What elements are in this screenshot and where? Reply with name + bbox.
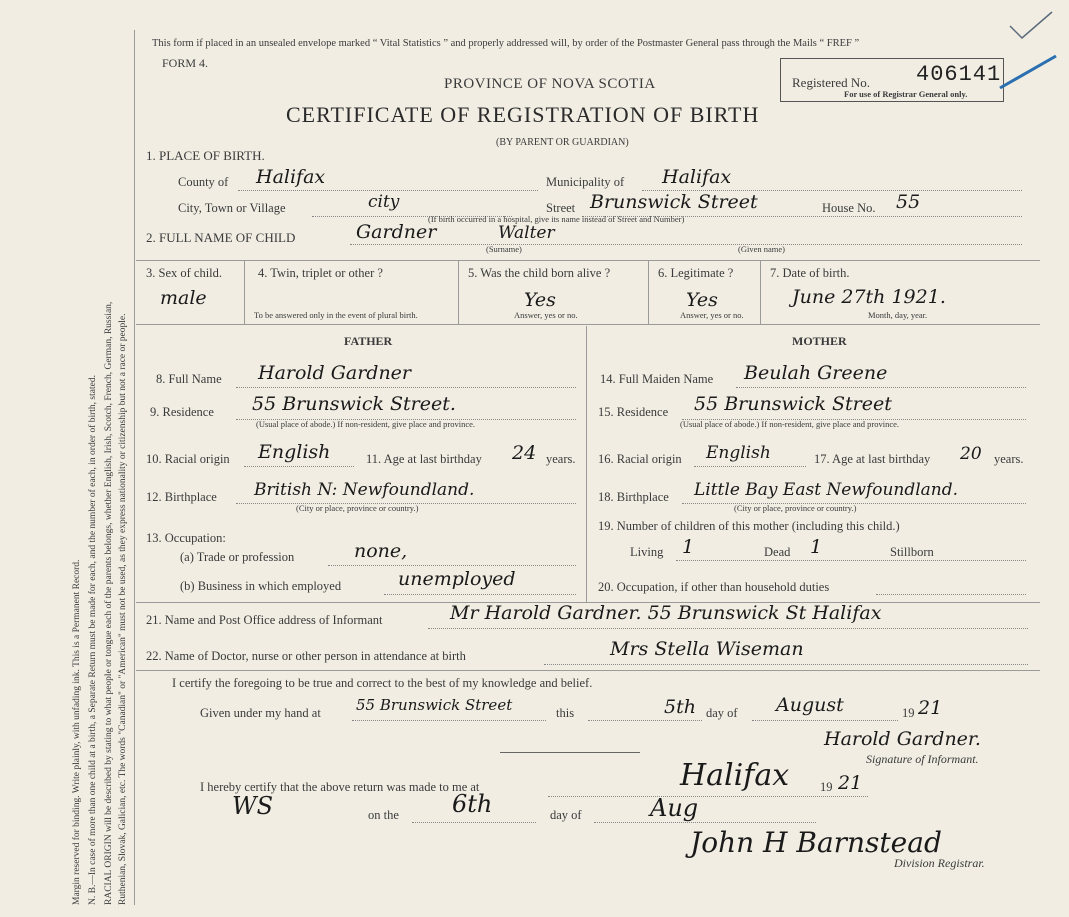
county-label: County of	[178, 175, 229, 189]
trade-value: none,	[354, 540, 408, 562]
surname-note: (Surname)	[486, 244, 522, 254]
alive-label: 5. Was the child born alive ?	[468, 266, 611, 280]
certify-month: August	[776, 694, 844, 716]
legitimate-label: 6. Legitimate ?	[658, 266, 734, 280]
given-name-note: (Given name)	[738, 244, 785, 254]
registrar-day-of: day of	[550, 808, 582, 822]
business-label: (b) Business in which employed	[180, 579, 342, 593]
certify-statement: I certify the foregoing to be true and correct to the best of my knowledge and belief.	[172, 676, 593, 690]
registrar-place: Halifax	[680, 758, 790, 793]
center-divider	[586, 326, 587, 602]
father-age: 24	[512, 442, 537, 464]
doctor-label: 22. Name of Doctor, nurse or other person in attendance at birth	[146, 649, 466, 663]
father-birthplace-label: 12. Birthplace	[146, 490, 217, 504]
father-name: Harold Gardner	[258, 362, 412, 384]
mother-racial-label: 16. Racial origin	[598, 452, 682, 466]
certificate-subtitle: (BY PARENT OR GUARDIAN)	[496, 137, 629, 148]
registrar-on-the: on the	[368, 808, 399, 822]
dob-label: 7. Date of birth.	[770, 266, 850, 280]
alive-note: Answer, yes or no.	[514, 310, 578, 320]
registered-number: 406141	[916, 62, 1002, 87]
mother-residence-note: (Usual place of abode.) If non-resident, give place and province.	[680, 419, 900, 429]
father-birthplace: British N: Newfoundland.	[254, 480, 475, 500]
city-value: city	[368, 192, 400, 212]
row3-top-border	[136, 260, 1040, 261]
city-label: City, Town or Village	[178, 201, 286, 215]
legitimate-value: Yes	[686, 289, 718, 311]
registrar-label: Division Registrar.	[894, 856, 985, 870]
registrar-statement: I hereby certify that the above return was made to me at	[200, 780, 480, 794]
hospital-note: (If birth occurred in a hospital, give its name instead of Street and Number)	[428, 214, 685, 224]
trade-label: (a) Trade or profession	[180, 550, 295, 564]
form-left-border	[134, 30, 135, 905]
mother-occupation-label: 20. Occupation, if other than household duties	[598, 580, 830, 594]
living-value: 1	[682, 536, 695, 558]
registrar-year-suffix: 21	[838, 772, 863, 794]
certify-day: 5th	[664, 696, 696, 718]
certificate-title: CERTIFICATE OF REGISTRATION OF BIRTH	[286, 102, 760, 127]
dead-value: 1	[810, 536, 823, 558]
margin-note-1: Margin reserved for binding. Write plainly, with unfading ink. This is a Permanent Record.	[72, 559, 82, 905]
row3-bottom-border	[136, 324, 1040, 325]
informant-signature-label: Signature of Informant.	[866, 752, 979, 766]
legitimate-note: Answer, yes or no.	[680, 310, 744, 320]
house-value: 55	[896, 191, 921, 213]
father-racial-label: 10. Racial origin	[146, 452, 230, 466]
county-value: Halifax	[256, 166, 326, 188]
given-place: 55 Brunswick Street	[356, 696, 513, 714]
province-heading: PROVINCE OF NOVA SCOTIA	[444, 76, 656, 92]
sex-label: 3. Sex of child.	[146, 266, 223, 280]
informant-value: Mr Harold Gardner. 55 Brunswick St Halifax	[450, 602, 882, 624]
certify-this: this	[556, 706, 575, 720]
informant-label: 21. Name and Post Office address of Informant	[146, 613, 383, 627]
dead-label: Dead	[764, 545, 791, 559]
father-birthplace-note: (City or place, province or country.)	[296, 503, 419, 513]
child-surname: Gardner	[356, 221, 437, 243]
given-under-label: Given under my hand at	[200, 706, 321, 720]
father-heading: FATHER	[344, 334, 393, 348]
mother-racial: English	[706, 443, 771, 463]
registrar-initials: WS	[232, 792, 274, 820]
registrar-day: 6th	[452, 790, 493, 818]
child-given-name: Walter	[498, 223, 555, 243]
mother-age-label: 17. Age at last birthday	[814, 452, 931, 466]
house-label: House No.	[822, 201, 876, 215]
father-residence: 55 Brunswick Street.	[252, 393, 456, 415]
certify-year-suffix: 21	[918, 697, 943, 719]
blue-pencil-mark	[990, 8, 1065, 98]
father-residence-label: 9. Residence	[150, 405, 214, 419]
mother-birthplace-label: 18. Birthplace	[598, 490, 669, 504]
registrar-month: Aug	[650, 794, 699, 822]
place-of-birth-label: 1. PLACE OF BIRTH.	[146, 148, 265, 163]
mother-residence-label: 15. Residence	[598, 405, 669, 419]
street-value: Brunswick Street	[590, 191, 758, 213]
margin-note-4: Ruthenian, Slovak, Galician, etc. The words "Canadian" or "American" must not be used, as they express nationality or citizenship but not a race or people.	[118, 313, 128, 905]
mother-residence: 55 Brunswick Street	[694, 393, 892, 415]
father-racial: English	[258, 441, 331, 463]
registered-label: Registered No.	[792, 75, 870, 90]
sex-value: male	[160, 287, 207, 309]
stillborn-label: Stillborn	[890, 545, 934, 559]
mother-age: 20	[960, 444, 982, 464]
living-label: Living	[630, 545, 664, 559]
mother-name: Beulah Greene	[744, 362, 888, 384]
postal-notice: This form if placed in an unsealed envelope marked “ Vital Statistics ” and properly addressed will, by order of the Postmaster General pass through the Mails “ FREF ”	[152, 38, 860, 49]
mother-birthplace: Little Bay East Newfoundland.	[694, 480, 959, 500]
registrar-note: For use of Registrar General only.	[844, 89, 968, 99]
municipality-value: Halifax	[662, 166, 732, 188]
alive-value: Yes	[524, 289, 556, 311]
mother-heading: MOTHER	[792, 334, 847, 348]
father-residence-note: (Usual place of abode.) If non-resident, give place and province.	[256, 419, 476, 429]
twin-note: To be answered only in the event of plural birth.	[254, 310, 418, 320]
certify-year-prefix: 19	[902, 706, 915, 720]
certify-day-of: day of	[706, 706, 738, 720]
street-label: Street	[546, 201, 576, 215]
informant-signature: Harold Gardner.	[824, 728, 981, 750]
margin-note-3: RACIAL ORIGIN will be described by stating to what people or tongue each of the parents belongs, whether English, Irish, Scotch, French, German, Russian,	[104, 301, 114, 905]
mother-birthplace-note: (City or place, province or country.)	[734, 503, 857, 513]
municipality-label: Municipality of	[546, 175, 625, 189]
certify-top-border	[136, 670, 1040, 671]
registrar-year-prefix: 19	[820, 780, 833, 794]
dob-note: Month, day, year.	[868, 310, 928, 320]
registrar-signature: John H Barnstead	[690, 826, 942, 859]
child-name-label: 2. FULL NAME OF CHILD	[146, 230, 296, 245]
father-name-label: 8. Full Name	[156, 372, 222, 386]
father-age-label: 11. Age at last birthday	[366, 452, 482, 466]
twin-label: 4. Twin, triplet or other ?	[258, 266, 383, 280]
occupation-label: 13. Occupation:	[146, 531, 226, 545]
father-age-years: years.	[546, 452, 576, 466]
children-count-label: 19. Number of children of this mother (including this child.)	[598, 519, 900, 533]
business-value: unemployed	[398, 568, 516, 590]
form-number: FORM 4.	[162, 56, 209, 70]
mother-name-label: 14. Full Maiden Name	[600, 372, 714, 386]
dob-value: June 27th 1921.	[792, 286, 946, 308]
mother-age-years: years.	[994, 452, 1024, 466]
margin-note-2: N. B.—In case of more than one child at a birth, a Separate Return must be made for each, and the number of each, in order of birth, stated.	[88, 375, 98, 905]
doctor-value: Mrs Stella Wiseman	[610, 638, 804, 660]
